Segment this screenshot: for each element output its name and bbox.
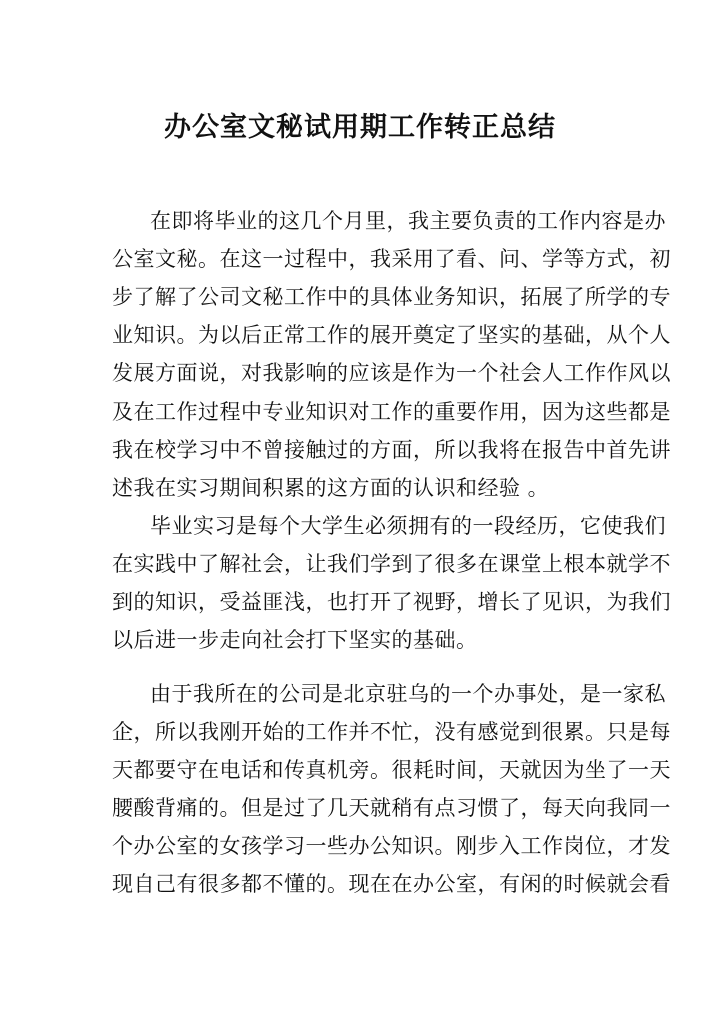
paragraph-3-line-2: 企，所以我刚开始的工作并不忙，没有感觉到很累。只是每: [112, 720, 671, 744]
paragraph-1-line-1: 在即将毕业的这几个月里，我主要负责的工作内容是办: [150, 209, 666, 233]
paragraph-2-line-1: 毕业实习是每个大学生必须拥有的一段经历，它使我们: [150, 514, 666, 538]
paragraph-1-line-3: 步了解了公司文秘工作中的具体业务知识，拓展了所学的专: [112, 285, 671, 309]
document-title: 办公室文秘试用期工作转正总结: [164, 112, 556, 143]
paragraph-2-line-3: 到的知识，受益匪浅，也打开了视野，增长了见识，为我们: [112, 590, 671, 614]
paragraph-1-line-4: 业知识。为以后正常工作的展开奠定了坚实的基础，从个人: [112, 323, 671, 347]
paragraph-1-line-2: 公室文秘。在这一过程中，我采用了看、问、学等方式，初: [112, 247, 671, 271]
paragraph-1-line-8: 述我在实习期间积累的这方面的认识和经验 。: [112, 476, 550, 500]
paragraph-1-line-6: 及在工作过程中专业知识对工作的重要作用，因为这些都是: [112, 400, 671, 424]
paragraph-3-line-1: 由于我所在的公司是北京驻乌的一个办事处，是一家私: [150, 682, 666, 706]
paragraph-2-line-4: 以后进一步走向社会打下坚实的基础。: [112, 628, 478, 652]
paragraph-1-line-5: 发展方面说，对我影响的应该是作为一个社会人工作作风以: [112, 361, 671, 385]
paragraph-3-line-5: 个办公室的女孩学习一些办公知识。刚步入工作岗位，才发: [112, 834, 671, 858]
paragraph-3-line-4: 腰酸背痛的。但是过了几天就稍有点习惯了，每天向我同一: [112, 796, 671, 820]
paragraph-3-line-6: 现自己有很多都不懂的。现在在办公室，有闲的时候就会看: [112, 872, 671, 896]
paragraph-1-line-7: 我在校学习中不曾接触过的方面，所以我将在报告中首先讲: [112, 438, 671, 462]
paragraph-3-line-3: 天都要守在电话和传真机旁。很耗时间，天就因为坐了一天: [112, 758, 671, 782]
paragraph-2-line-2: 在实践中了解社会，让我们学到了很多在课堂上根本就学不: [112, 552, 671, 576]
